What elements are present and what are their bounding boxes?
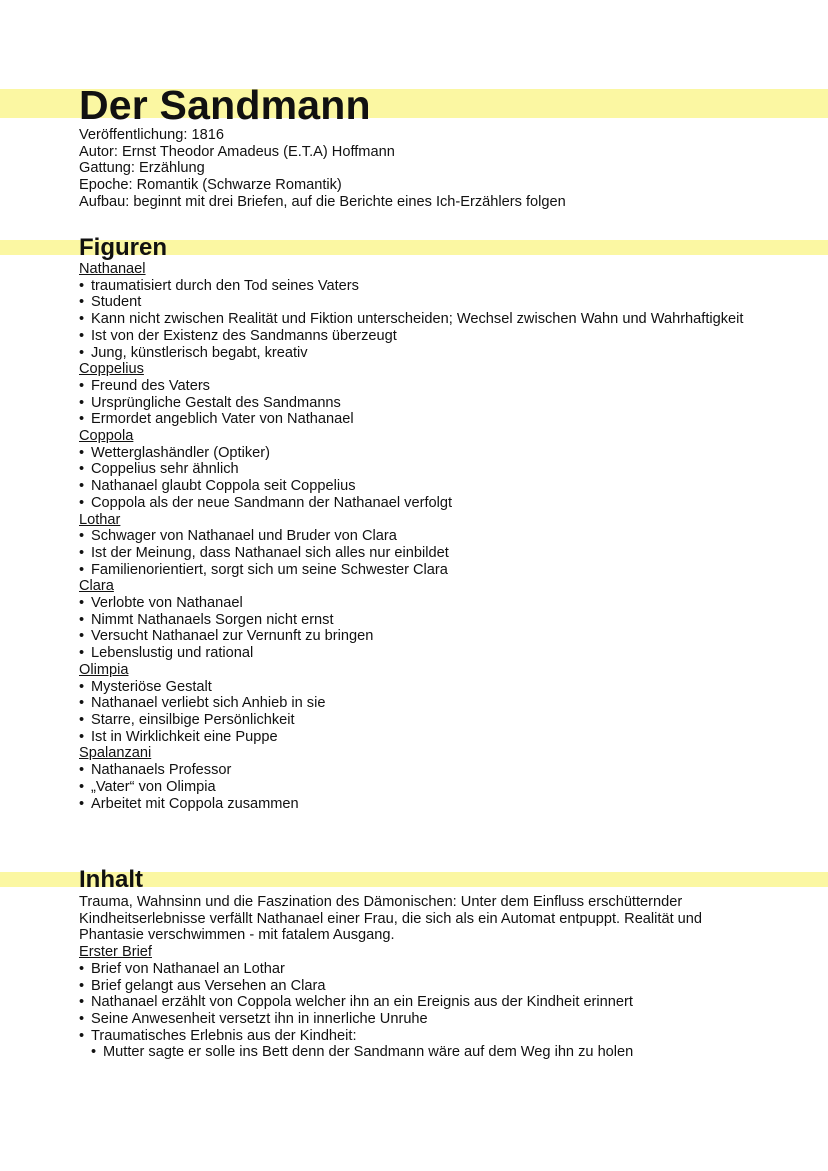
erster-brief-list — [79, 961, 759, 1061]
character-points — [79, 278, 759, 362]
list-item: • Verlobte von Nathanael — [79, 595, 759, 612]
list-item: • Traumatisches Erlebnis aus der Kindheit: — [79, 1028, 759, 1045]
list-item: • Schwager von Nathanael und Bruder von Clara — [79, 528, 759, 545]
list-item: • Jung, künstlerisch begabt, kreativ — [79, 345, 759, 362]
figuren-list — [79, 261, 759, 812]
character-points — [79, 595, 759, 662]
inhalt-section — [79, 894, 759, 1061]
list-item: • Kann nicht zwischen Realität und Fiktion unterscheiden; Wechsel zwischen Wahn und Wahrhaftigkeit — [79, 311, 759, 328]
character-name-coppelius: Coppelius — [79, 361, 144, 378]
list-item: • Versucht Nathanael zur Vernunft zu bringen — [79, 628, 759, 645]
list-item: • Ermordet angeblich Vater von Nathanael — [79, 411, 759, 428]
list-item: • Freund des Vaters — [79, 378, 759, 395]
character-name-lothar: Lothar — [79, 511, 121, 528]
inhalt-summary: Trauma, Wahnsinn und die Faszination des Dämonischen: Unter dem Einfluss erschütternder Kindheitserlebnisse verfällt Nathanael einer Frau, die sich als ein Automat entpuppt. Realität und Phantasie verschwimmen - mit fatalem Ausgang. — [79, 894, 703, 944]
list-item: • Familienorientiert, sorgt sich um seine Schwester Clara — [79, 562, 759, 579]
meta-line: Veröffentlichung: 1816 — [79, 127, 224, 143]
list-item: • Nathanaels Professor — [79, 762, 759, 779]
list-item: • Nathanael glaubt Coppola seit Coppelius — [79, 478, 759, 495]
list-item: • Brief von Nathanael an Lothar — [79, 961, 759, 978]
list-item: • Ist der Meinung, dass Nathanael sich alles nur einbildet — [79, 545, 759, 562]
character-name-olimpia: Olimpia — [79, 661, 129, 678]
meta-line: Gattung: Erzählung — [79, 160, 205, 177]
character-name-nathanael: Nathanael — [79, 261, 146, 277]
character-points — [79, 378, 759, 428]
list-item: • Brief gelangt aus Versehen an Clara — [79, 978, 759, 995]
section-title-erster-brief: Erster Brief — [79, 944, 152, 961]
character-name-spalanzani: Spalanzani — [79, 745, 152, 762]
meta-line: Autor: Ernst Theodor Amadeus (E.T.A) Hoffmann — [79, 143, 395, 160]
list-item: • Arbeitet mit Coppola zusammen — [79, 796, 759, 813]
list-item: • Coppola als der neue Sandmann der Nathanael verfolgt — [79, 495, 759, 512]
list-item: • „Vater“ von Olimpia — [79, 779, 759, 796]
figuren-heading: Figuren — [79, 234, 167, 261]
character-points — [79, 762, 759, 812]
inhalt-heading: Inhalt — [79, 866, 143, 893]
list-item: • Ist in Wirklichkeit eine Puppe — [79, 729, 759, 746]
meta-line: Aufbau: beginnt mit drei Briefen, auf die Berichte eines Ich-Erzählers folgen — [79, 193, 566, 210]
character-points — [79, 679, 759, 746]
meta-info — [79, 127, 759, 211]
list-item: • Ist von der Existenz des Sandmanns überzeugt — [79, 328, 759, 345]
list-item: • Nimmt Nathanaels Sorgen nicht ernst — [79, 612, 759, 629]
list-item: • Starre, einsilbige Persönlichkeit — [79, 712, 759, 729]
list-item: • Wetterglashändler (Optiker) — [79, 445, 759, 462]
list-item: • Nathanael verliebt sich Anhieb in sie — [79, 695, 759, 712]
list-item: • traumatisiert durch den Tod seines Vaters — [79, 278, 759, 295]
sub-list-item: • Mutter sagte er solle ins Bett denn der Sandmann wäre auf dem Weg ihn zu holen — [79, 1044, 759, 1061]
list-item: • Mysteriöse Gestalt — [79, 679, 759, 696]
list-item: • Coppelius sehr ähnlich — [79, 461, 759, 478]
list-item: • Ursprüngliche Gestalt des Sandmanns — [79, 395, 759, 412]
list-item: • Student — [79, 294, 759, 311]
character-points — [79, 528, 759, 578]
character-name-coppola: Coppola — [79, 428, 134, 445]
meta-line: Epoche: Romantik (Schwarze Romantik) — [79, 177, 342, 194]
page-title: Der Sandmann — [79, 82, 371, 128]
list-item: • Nathanael erzählt von Coppola welcher ihn an ein Ereignis aus der Kindheit erinnert — [79, 994, 759, 1011]
character-name-clara: Clara — [79, 578, 114, 595]
list-item: • Seine Anwesenheit versetzt ihn in innerliche Unruhe — [79, 1011, 759, 1028]
list-item: • Lebenslustig und rational — [79, 645, 759, 662]
character-points — [79, 445, 759, 512]
